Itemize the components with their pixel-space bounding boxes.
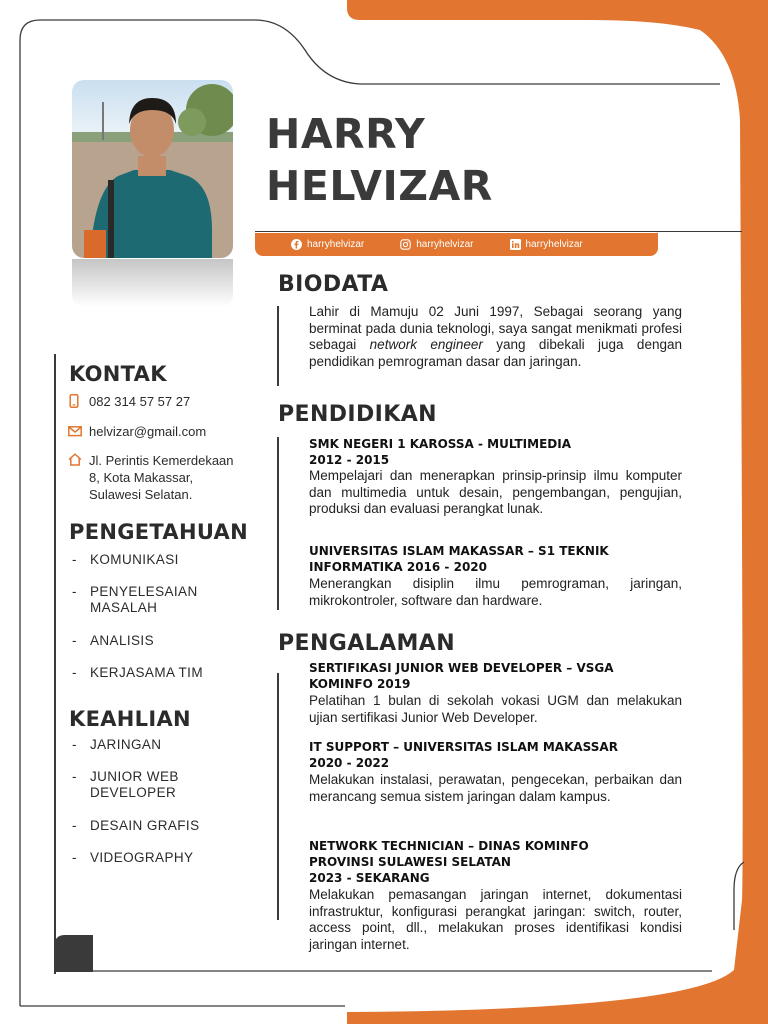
instagram-icon	[400, 239, 411, 250]
instagram-handle: harryhelvizar	[416, 239, 474, 250]
address-text	[89, 452, 234, 503]
last-name: HELVIZAR	[266, 162, 493, 210]
linkedin-icon	[510, 239, 521, 250]
list-item: - ANALISIS	[72, 633, 154, 648]
email-address: helvizar@gmail.com	[89, 424, 207, 439]
pendidikan-rule	[277, 437, 279, 610]
contact-phone[interactable]	[68, 393, 190, 412]
pendidikan-title: PENDIDIKAN	[278, 402, 437, 427]
education-entry-desc: Menerangkan disiplin ilmu pemrograman, jaringan, mikrokontroler, software dan hardware.	[309, 576, 682, 608]
keahlian-title: KEAHLIAN	[69, 707, 191, 731]
experience-entry-desc: Melakukan instalasi, perawatan, pengecekan, perbaikan dan merancang semua sistem jaringan dalam kampus.	[309, 772, 682, 804]
contact-email[interactable]	[68, 423, 206, 441]
experience-entry-title: IT SUPPORT – UNIVERSITAS ISLAM MAKASSAR 2020 - 2022	[309, 740, 618, 770]
address-line-2: 8, Kota Makassar,	[89, 470, 194, 485]
social-instagram[interactable]	[400, 239, 473, 250]
phone-icon	[68, 393, 82, 412]
experience-entry-title: SERTIFIKASI JUNIOR WEB DEVELOPER – VSGA KOMINFO 2019	[309, 661, 614, 691]
experience-entry-desc: Melakukan pemasangan jaringan internet, dokumentasi infrastruktur, konfigurasi perangkat jaringan: switch, router, access point, dll., melakukan proses identifikasi kondisi jaringan internet.	[309, 887, 682, 952]
address-line-1: Jl. Perintis Kemerdekaan	[89, 453, 234, 468]
list-item: - PENYELESAIAN MASALAH	[72, 584, 198, 615]
phone-number: 082 314 57 57 27	[89, 394, 191, 409]
pengalaman-rule	[277, 673, 279, 920]
social-facebook[interactable]	[291, 239, 364, 250]
corner-tab	[54, 935, 93, 972]
pengetahuan-title: PENGETAHUAN	[69, 520, 248, 544]
linkedin-handle: harryhelvizar	[525, 239, 583, 250]
social-bar	[255, 233, 658, 256]
full-name	[266, 108, 493, 212]
photo-reflection	[72, 259, 233, 307]
pengetahuan-list	[72, 552, 203, 681]
contact-address	[68, 452, 234, 503]
social-linkedin[interactable]	[510, 239, 583, 250]
address-line-3: Sulawesi Selatan.	[89, 487, 193, 502]
facebook-icon	[291, 239, 302, 250]
kontak-title: KONTAK	[69, 362, 167, 386]
list-item: - KOMUNIKASI	[72, 552, 179, 567]
list-item: - KERJASAMA TIM	[72, 665, 203, 680]
experience-entry-desc: Pelatihan 1 bulan di sekolah vokasi UGM dan melakukan ujian sertifikasi Junior Web Developer.	[309, 693, 682, 725]
pengalaman-title: PENGALAMAN	[278, 631, 456, 656]
list-item: - VIDEOGRAPHY	[72, 850, 194, 865]
list-item: - JARINGAN	[72, 737, 162, 752]
home-icon	[68, 452, 82, 470]
biodata-title: BIODATA	[278, 272, 389, 297]
biodata-text: Lahir di Mamuju 02 Juni 1997, Sebagai seorang yang berminat pada dunia teknologi, saya sangat menikmati profesi sebagai network engineer yang dibekali juga dengan pendidikan pemrograman dasar dan jaringan.	[309, 304, 682, 369]
left-column-rule	[54, 354, 56, 974]
mail-icon	[68, 423, 82, 441]
education-entry-title: SMK NEGERI 1 KAROSSA - MULTIMEDIA 2012 - 2015	[309, 437, 572, 467]
social-divider	[255, 231, 742, 232]
education-entry-desc: Mempelajari dan menerapkan prinsip-prinsip ilmu komputer dan multimedia untuk desain, pengembangan, pengujian, produksi dan evaluasi perangkat lunak.	[309, 468, 682, 516]
experience-entry-title: NETWORK TECHNICIAN – DINAS KOMINFO PROVINSI SULAWESI SELATAN 2023 - SEKARANG	[309, 839, 589, 885]
first-name: HARRY	[266, 110, 426, 158]
list-item: - DESAIN GRAFIS	[72, 818, 200, 833]
facebook-handle: harryhelvizar	[307, 239, 365, 250]
education-entry-title: UNIVERSITAS ISLAM MAKASSAR – S1 TEKNIK INFORMATIKA 2016 - 2020	[309, 544, 609, 574]
biodata-rule	[277, 306, 279, 386]
keahlian-list	[72, 737, 199, 866]
list-item: - JUNIOR WEB DEVELOPER	[72, 769, 179, 800]
profile-photo	[72, 80, 233, 258]
